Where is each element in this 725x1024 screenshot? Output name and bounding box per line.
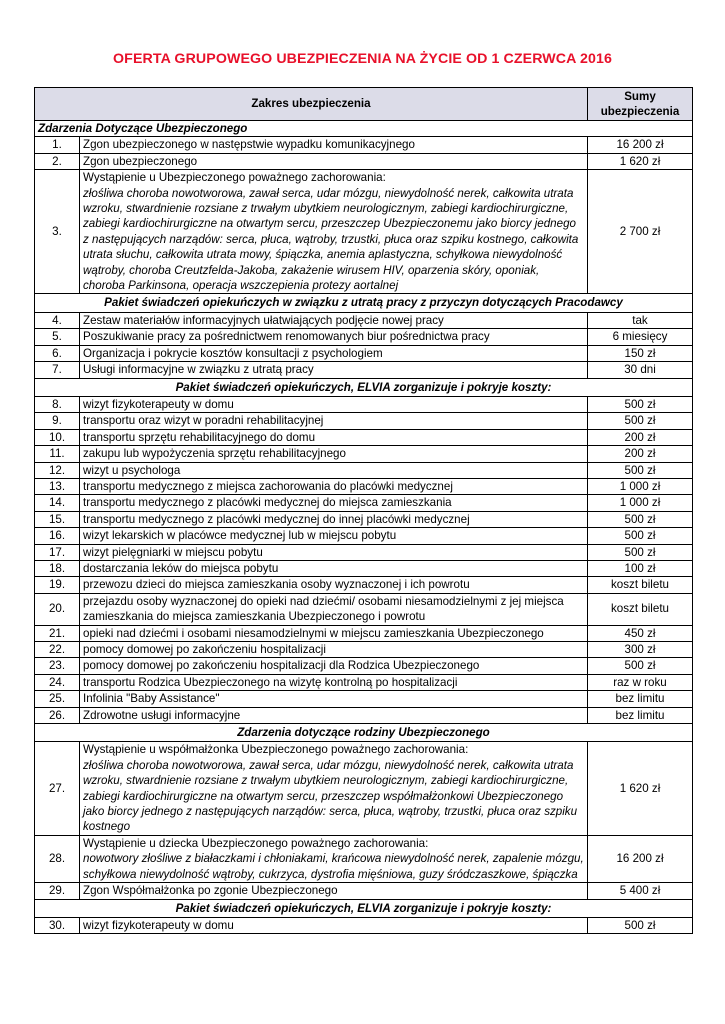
row-value: 450 zł bbox=[588, 625, 693, 641]
row-number: 15. bbox=[35, 511, 80, 527]
row-description: przewozu dzieci do miejsca zamieszkania osoby wyznaczonej i ich powrotu bbox=[80, 577, 588, 593]
row-number: 16. bbox=[35, 528, 80, 544]
row-number: 29. bbox=[35, 883, 80, 899]
table-row bbox=[35, 329, 693, 345]
row-number: 24. bbox=[35, 674, 80, 690]
row-description: transportu medycznego z placówki medycznej do miejsca zamieszkania bbox=[80, 495, 588, 511]
row-value: 500 zł bbox=[588, 528, 693, 544]
row-description-head: Wystąpienie u Ubezpieczonego poważnego zachorowania: bbox=[83, 171, 386, 185]
row-number: 17. bbox=[35, 544, 80, 560]
table-row bbox=[35, 625, 693, 641]
row-number: 3. bbox=[35, 170, 80, 294]
row-value: 300 zł bbox=[588, 642, 693, 658]
row-number: 8. bbox=[35, 396, 80, 412]
row-number: 1. bbox=[35, 137, 80, 153]
row-description bbox=[80, 742, 588, 835]
row-description: transportu sprzętu rehabilitacyjnego do domu bbox=[80, 429, 588, 445]
row-number: 28. bbox=[35, 835, 80, 882]
table-row bbox=[35, 345, 693, 361]
row-value: 500 zł bbox=[588, 544, 693, 560]
row-number: 30. bbox=[35, 917, 80, 933]
row-value: 100 zł bbox=[588, 560, 693, 576]
row-description: transportu medycznego z placówki medycznej do innej placówki medycznej bbox=[80, 511, 588, 527]
row-description: pomocy domowej po zakończeniu hospitalizacji bbox=[80, 642, 588, 658]
row-number: 5. bbox=[35, 329, 80, 345]
row-value: 6 miesięcy bbox=[588, 329, 693, 345]
row-value: 5 400 zł bbox=[588, 883, 693, 899]
row-description: Zgon Współmałżonka po zgonie Ubezpieczonego bbox=[80, 883, 588, 899]
table-row bbox=[35, 528, 693, 544]
header-sums bbox=[588, 88, 693, 121]
row-description: wizyt lekarskich w placówce medycznej lub w miejscu pobytu bbox=[80, 528, 588, 544]
table-row bbox=[35, 170, 693, 294]
row-number: 21. bbox=[35, 625, 80, 641]
row-value: raz w roku bbox=[588, 674, 693, 690]
table-row bbox=[35, 560, 693, 576]
row-value: 500 zł bbox=[588, 658, 693, 674]
row-value: 200 zł bbox=[588, 446, 693, 462]
section-heading: Pakiet świadczeń opiekuńczych w związku z utratą pracy z przyczyn dotyczących Pracodawcy bbox=[35, 294, 693, 312]
table-row bbox=[35, 544, 693, 560]
row-value: 500 zł bbox=[588, 511, 693, 527]
row-description: Zdrowotne usługi informacyjne bbox=[80, 707, 588, 723]
row-description: wizyt fizykoterapeuty w domu bbox=[80, 396, 588, 412]
row-number: 10. bbox=[35, 429, 80, 445]
row-description: wizyt fizykoterapeuty w domu bbox=[80, 917, 588, 933]
row-value: 1 620 zł bbox=[588, 742, 693, 835]
table-row bbox=[35, 478, 693, 494]
row-value: 30 dni bbox=[588, 362, 693, 378]
row-number: 20. bbox=[35, 593, 80, 625]
row-value: 2 700 zł bbox=[588, 170, 693, 294]
row-value: 500 zł bbox=[588, 462, 693, 478]
section-heading: Zdarzenia dotyczące rodziny Ubezpieczonego bbox=[35, 724, 693, 742]
table-row bbox=[35, 446, 693, 462]
row-number: 23. bbox=[35, 658, 80, 674]
row-value: bez limitu bbox=[588, 691, 693, 707]
row-value: koszt biletu bbox=[588, 577, 693, 593]
row-description-head: Wystąpienie u dziecka Ubezpieczonego poważnego zachorowania: bbox=[83, 836, 429, 850]
table-row bbox=[35, 413, 693, 429]
table-row bbox=[35, 642, 693, 658]
table-row bbox=[35, 691, 693, 707]
row-value: koszt biletu bbox=[588, 593, 693, 625]
row-number: 4. bbox=[35, 312, 80, 328]
table-row bbox=[35, 593, 693, 625]
table-row bbox=[35, 153, 693, 169]
row-value: 1 000 zł bbox=[588, 495, 693, 511]
row-number: 9. bbox=[35, 413, 80, 429]
table-row bbox=[35, 577, 693, 593]
table-row bbox=[35, 429, 693, 445]
section-heading: Pakiet świadczeń opiekuńczych, ELVIA zorganizuje i pokryje koszty: bbox=[35, 378, 693, 396]
row-description: zakupu lub wypożyczenia sprzętu rehabilitacyjnego bbox=[80, 446, 588, 462]
row-description: transportu Rodzica Ubezpieczonego na wizytę kontrolną po hospitalizacji bbox=[80, 674, 588, 690]
row-number: 12. bbox=[35, 462, 80, 478]
row-number: 11. bbox=[35, 446, 80, 462]
row-value: 500 zł bbox=[588, 413, 693, 429]
insurance-table bbox=[34, 87, 693, 934]
table-row bbox=[35, 835, 693, 882]
row-description: Infolinia "Baby Assistance" bbox=[80, 691, 588, 707]
row-value: 500 zł bbox=[588, 917, 693, 933]
page-title: OFERTA GRUPOWEGO UBEZPIECZENIA NA ŻYCIE OD 1 CZERWCA 2016 bbox=[113, 51, 612, 67]
table-row bbox=[35, 312, 693, 328]
row-value: 1 000 zł bbox=[588, 478, 693, 494]
row-number: 6. bbox=[35, 345, 80, 361]
row-description: pomocy domowej po zakończeniu hospitalizacji dla Rodzica Ubezpieczonego bbox=[80, 658, 588, 674]
row-value: bez limitu bbox=[588, 707, 693, 723]
row-value: 200 zł bbox=[588, 429, 693, 445]
row-description: Usługi informacyjne w związku z utratą pracy bbox=[80, 362, 588, 378]
row-description-head: Wystąpienie u współmałżonka Ubezpieczonego poważnego zachorowania: bbox=[83, 743, 469, 757]
row-description: wizyt pielęgniarki w miejscu pobytu bbox=[80, 544, 588, 560]
row-number: 7. bbox=[35, 362, 80, 378]
row-number: 27. bbox=[35, 742, 80, 835]
table-row bbox=[35, 362, 693, 378]
row-description: wizyt u psychologa bbox=[80, 462, 588, 478]
row-description bbox=[80, 835, 588, 882]
table-row bbox=[35, 137, 693, 153]
row-number: 14. bbox=[35, 495, 80, 511]
header-sums-line1: Sumy bbox=[624, 89, 656, 103]
table-row bbox=[35, 396, 693, 412]
row-value: 150 zł bbox=[588, 345, 693, 361]
row-description: opieki nad dziećmi i osobami niesamodzielnymi w miejscu zamieszkania Ubezpieczonego bbox=[80, 625, 588, 641]
row-number: 13. bbox=[35, 478, 80, 494]
row-description: Poszukiwanie pracy za pośrednictwem renomowanych biur pośrednictwa pracy bbox=[80, 329, 588, 345]
row-value: 1 620 zł bbox=[588, 153, 693, 169]
row-number: 22. bbox=[35, 642, 80, 658]
row-description: przejazdu osoby wyznaczonej do opieki nad dziećmi/ osobami niesamodzielnymi z jej miejsca zamieszkania do miejsca zamieszkania Ubezpieczonego i powrotu bbox=[80, 593, 588, 625]
row-number: 2. bbox=[35, 153, 80, 169]
table-header-row bbox=[35, 88, 693, 121]
header-sums-line2: ubezpieczenia bbox=[600, 105, 680, 118]
row-description-detail: złośliwa choroba nowotworowa, zawał serca, udar mózgu, niewydolność nerek, całkowita utrata wzroku, stwardnienie rozsiane z trwałym ubytkiem neurologicznym, zabiegi kardiochirurgiczne, zabiegi kardiochirurgiczne na otwartym sercu, przeszczep Ubezpieczonemu jako biorcy jednego z następujących narządów: serca, płuca, wątroby, trzustki, płuca oraz szpiku kostnego, całkowita utrata słuchu, całkowita utrata mowy, śpiączka, anemia aplastyczna, schyłkowa niewydolność wątroby, choroba Creutzfelda-Jakoba, zakażenie wirusem HIV, oparzenia skóry, oponiak, choroba Parkinsona, operacja wszczepienia protezy aortalnej bbox=[83, 186, 579, 293]
row-description: transportu oraz wizyt w poradni rehabilitacyjnej bbox=[80, 413, 588, 429]
row-number: 19. bbox=[35, 577, 80, 593]
row-value: 16 200 zł bbox=[588, 137, 693, 153]
row-description bbox=[80, 170, 588, 294]
table-row bbox=[35, 511, 693, 527]
row-description: Zgon ubezpieczonego w następstwie wypadku komunikacyjnego bbox=[80, 137, 588, 153]
row-description: Zgon ubezpieczonego bbox=[80, 153, 588, 169]
table-row bbox=[35, 742, 693, 835]
row-number: 25. bbox=[35, 691, 80, 707]
row-description: transportu medycznego z miejsca zachorowania do placówki medycznej bbox=[80, 478, 588, 494]
table-row bbox=[35, 917, 693, 933]
row-value: 16 200 zł bbox=[588, 835, 693, 882]
row-number: 26. bbox=[35, 707, 80, 723]
table-row bbox=[35, 707, 693, 723]
row-description: Zestaw materiałów informacyjnych ułatwiających podjęcie nowej pracy bbox=[80, 312, 588, 328]
row-description-detail: nowotwory złośliwe z białaczkami i chłoniakami, krańcowa niewydolność nerek, zapalenie mózgu, schyłkowa niewydolność wątroby, cukrzyca, dystrofia mięśniowa, guzy śródczaszkowe, śpiączka bbox=[83, 852, 584, 881]
section-heading: Zdarzenia Dotyczące Ubezpieczonego bbox=[35, 121, 693, 137]
header-scope: Zakres ubezpieczenia bbox=[35, 88, 588, 121]
row-value: tak bbox=[588, 312, 693, 328]
table-row bbox=[35, 883, 693, 899]
table-row bbox=[35, 462, 693, 478]
table-row bbox=[35, 495, 693, 511]
row-value: 500 zł bbox=[588, 396, 693, 412]
row-description: dostarczania leków do miejsca pobytu bbox=[80, 560, 588, 576]
section-heading: Pakiet świadczeń opiekuńczych, ELVIA zorganizuje i pokryje koszty: bbox=[35, 899, 693, 917]
row-description: Organizacja i pokrycie kosztów konsultacji z psychologiem bbox=[80, 345, 588, 361]
row-number: 18. bbox=[35, 560, 80, 576]
row-description-detail: złośliwa choroba nowotworowa, zawał serca, udar mózgu, niewydolność nerek, całkowita utrata wzroku, stwardnienie rozsiane z trwałym ubytkiem neurologicznym, zabiegi kardiochirurgiczne, zabiegi kardiochirurgiczne na otwartym sercu, przeszczep współmałżonkowi Ubezpieczonego jako biorcy jednego z następujących narządów: serca, płuca, wątroby, trzustki, płuca oraz szpiku kostnego bbox=[83, 758, 578, 834]
table-row bbox=[35, 658, 693, 674]
table-row bbox=[35, 674, 693, 690]
